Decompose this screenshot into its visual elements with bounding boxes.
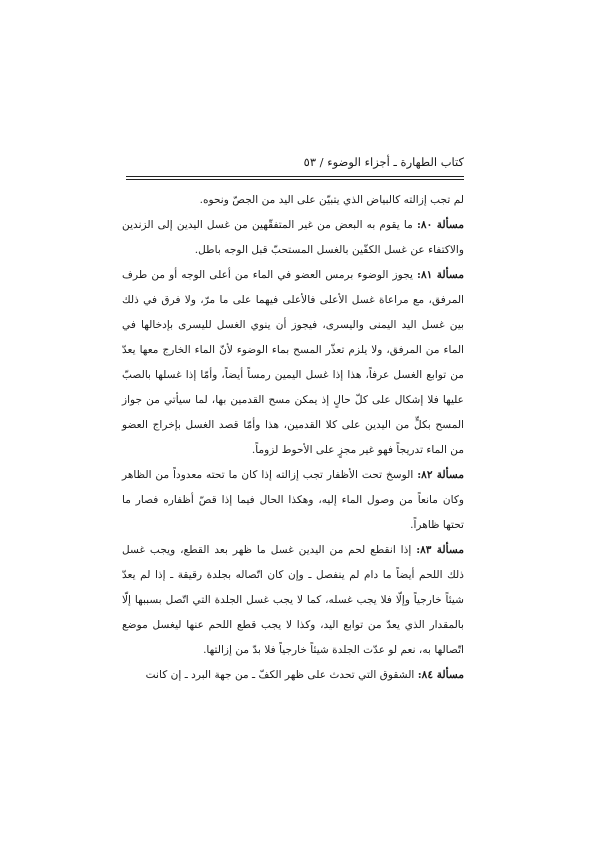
issue-label: مسألة ٨٠: (416, 219, 464, 231)
running-header-title: كتاب الطهارة ـ أجزاء الوضوء / ٥٣ (303, 155, 464, 169)
issue-text: يجوز الوضوء برمس العضو في الماء من أعلى الوجه أو من طرف المرفق، مع مراعاة غسل الأعلى فالأعلى فيهما على ما مرّ، ولا فرق في ذلك بين غسل اليد اليمنى واليسرى، فيجوز أن ينوي الغسل لليسرى بإدخالها في الماء من المرفق، ولا يلزم تعذّر المسح بماء الوضوء لأنّ الماء الخارج معها يعدّ من توابع الغسل عرفاً، هذا إذا غسل اليمين رمساً أيضاً، وأمّا إذا غسلها بالصبّ عليها فلا إشكال على كلّ حالٍ إذ يمكن مسح القدمين بها، لما سيأتي من جواز المسح بكلٍّ من اليدين على كلا القدمين، هذا وأمّا قصد الغسل بإخراج العضو من الماء تدريجاً فهو غير مجزٍ على الأحوط لزوماً. (122, 269, 464, 456)
issue-label: مسألة ٨٤: (417, 669, 464, 681)
issue-83 (122, 538, 464, 663)
issue-label: مسألة ٨٣: (416, 544, 464, 556)
paragraph-text: لم تجب إزالته كالبياض الذي يتبيّن على اليد من الجصّ ونحوه. (199, 194, 464, 206)
issue-text: الوسخ تحت الأظفار تجب إزالته إذا كان ما تحته معدوداً من الظاهر وكان مانعاً من وصول الماء إليه، وهكذا الحال فيما إذا قصّ أظفاره فصار ما تحتها ظاهراً. (122, 469, 464, 531)
page-header (126, 154, 464, 170)
issue-label: مسألة ٨٢: (417, 469, 464, 481)
header-double-rule (126, 176, 464, 180)
paragraph-continuation (122, 188, 464, 213)
issue-80 (122, 213, 464, 263)
issue-81 (122, 263, 464, 463)
issue-text: ما يقوم به البعض من غير المتفقّهين من غسل اليدين إلى الزندين والاكتفاء عن غسل الكفّين بالغسل المستحبّ قبل الوجه باطل. (122, 219, 464, 256)
page-body (122, 188, 464, 688)
issue-82 (122, 463, 464, 538)
issue-84 (122, 663, 464, 688)
issue-text: إذا انقطع لحم من اليدين غسل ما ظهر بعد القطع، ويجب غسل ذلك اللحم أيضاً ما دام لم ينفصل ـ وإن كان اتّصاله بجلدة رقيقة ـ إذا لم يعدّ شيئاً خارجياً وإلّا فلا يجب غسله، كما لا يجب غسل الجلدة التي اتّصل بسببها إلّا بالمقدار الذي يعدّ من توابع اليد، وكذا لا يجب قطع اللحم عنها ليغسل موضع اتّصالها به، نعم لو عدّت الجلدة شيئاً خارجياً فلا بدّ من إزالتها. (122, 544, 464, 656)
issue-label: مسألة ٨١: (417, 269, 464, 281)
issue-text: الشقوق التي تحدث على ظهر الكفّ ـ من جهة البرد ـ إن كانت (145, 669, 418, 681)
